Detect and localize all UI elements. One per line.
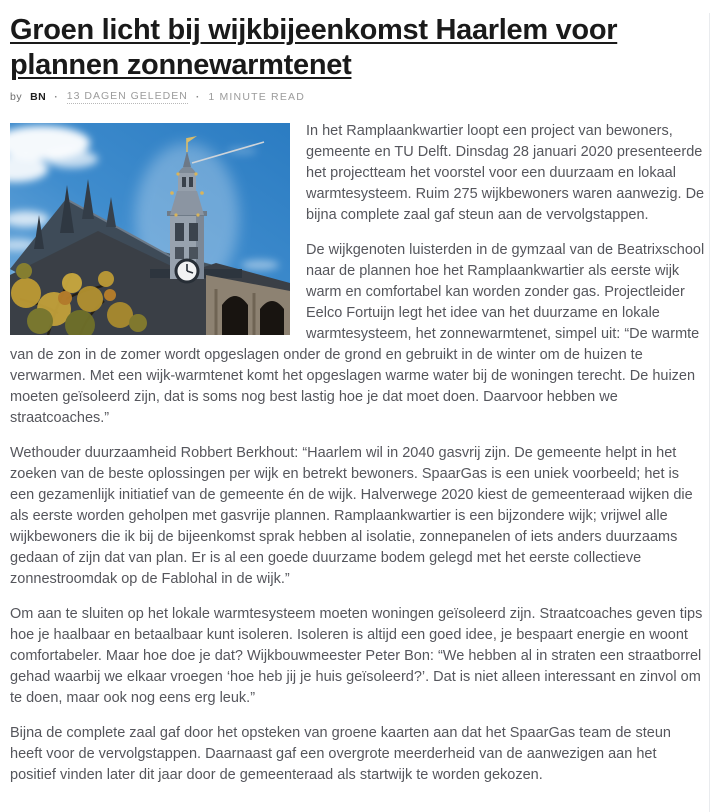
article-body (10, 121, 705, 786)
byline-separator-dot: · (195, 91, 201, 103)
byline-by-label: by (10, 91, 23, 103)
article-paragraph: Wethouder duurzaamheid Robbert Berkhout: “Haarlem wil in 2040 gasvrij zijn. De gemeente helpt in het zoeken van de beste oplossingen per wijk en betrekt bewoners. SpaarGas is een uniek voorbeeld; het is een gezamenlijk initiatief van de gemeente én de wijk. Halverwege 2020 kiest de gemeenteraad wijken die als eerste worden geholpen met gasvrije plannen. Ramplaankwartier is een bijzondere wijk; vrijwel alle wijkbewoners die ik bij de bijeenkomst sprak hebben al isolatie, zonnepanelen of iets anders duurzaams gedaan of zijn dat van plan. Er is al een goede duurzame bodem gelegd met het eerste collectieve zonnestroomdak op de Fablohal in de wijk.” (10, 445, 693, 587)
content-right-divider (709, 13, 710, 812)
byline-date[interactable]: 13 DAGEN GELEDEN (66, 90, 188, 102)
article-paragraph: Bijna de complete zaal gaf door het opsteken van groene kaarten aan dat het SpaarGas team de steun heeft voor de vervolgstappen. Daarnaast gaf een overgrote meerderheid van de aanwezigen aan het positief vinden later dit jaar door de gemeenteraad als startwijk te worden gekozen. (10, 725, 671, 783)
haarlem-church-photo (10, 123, 290, 335)
article-byline (10, 90, 705, 104)
byline-separator-dot: · (54, 91, 59, 103)
church-photo-illustration (10, 123, 290, 335)
article-paragraph: Om aan te sluiten op het lokale warmtesysteem moeten woningen geïsoleerd zijn. Straatcoaches geven tips hoe je haalbaar en betaalbaar kunt isoleren. Isoleren is altijd een goed idee, je bespaart energie en woont comfortabeler. Maar hoe doe je dat? Wijkbouwmeester Peter Bon: “We hebben al in straten een straatborrel gehad waarbij we elkaar vroegen ‘hoe heb jij je huis geïsoleerd?’. Dat is niet alleen interessant en zinvol om te doen, maar ook nog eens erg leuk.” (10, 606, 703, 706)
article-paragraph: In het Ramplaankwartier loopt een project van bewoners, gemeente en TU Delft. Dinsdag 28 januari 2020 presenteerde het projectteam het voorstel voor een duurzaam en lokaal warmtesysteem. Ruim 275 wijkbewoners waren aanwezig. De bijna complete zaal gaf steun aan de vervolgstappen. (306, 123, 705, 223)
article-title[interactable]: Groen licht bij wijkbijeenkomst Haarlem voor plannen zonnewarmtenet (10, 14, 618, 81)
article-paragraph: De wijkgenoten luisterden in de gymzaal van de Beatrixschool naar de plannen hoe het Ramplaankwartier als eerste wijk warm en comfortabel kan worden zonder gas. Projectleider Eelco Fortuijn legt het idee van het duurzame en lokale warmtesysteem, het zonnewarmtenet, simpel uit: “De warmte van de zon in de zomer wordt opgeslagen onder de grond en gebruikt in de winter om de huizen te verwarmen. Met een wijk-warmtenet komt het opgeslagen warme water bij de woningen terecht. De huizen moeten geïsoleerd zijn, dat is soms nog best lastig hoe je dat moet doen. Daarvoor hebben we straatcoaches.” (10, 242, 705, 426)
byline-read-time: 1 MINUTE READ (208, 91, 306, 103)
article-page (0, 13, 717, 786)
byline-author[interactable]: BN (30, 91, 47, 103)
